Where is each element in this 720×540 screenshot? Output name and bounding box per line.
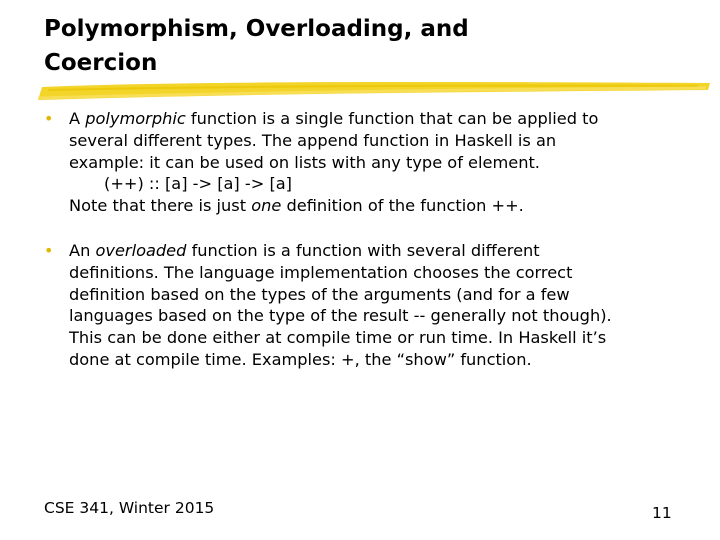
bullet-body <box>69 240 694 371</box>
bullet-line: done at compile time. Examples: +, the “show” function. <box>69 349 532 369</box>
bullet-line: definitions. The language implementation chooses the correct <box>69 262 573 282</box>
bullet-line <box>69 195 694 217</box>
title-line-1: Polymorphism, Overloading, and <box>44 16 469 42</box>
line-text: A <box>69 109 86 128</box>
page-number: 11 <box>652 504 672 522</box>
bullet-line: several different types. The append function in Haskell is an <box>69 130 557 150</box>
slide-title <box>44 12 684 80</box>
bullet-marker: • <box>44 109 54 128</box>
bullet-line: definition based on the types of the arguments (and for a few <box>69 284 570 304</box>
bullet-line: (++) :: [a] -> [a] -> [a] <box>104 174 292 194</box>
footer-course: CSE 341, Winter 2015 <box>44 499 215 517</box>
bullet-polymorphic <box>44 108 694 217</box>
title-line-2: Coercion <box>44 50 158 76</box>
emphasis-term: polymorphic <box>85 109 186 128</box>
emphasis-term: overloaded <box>95 241 187 260</box>
bullet-line: languages based on the type of the result -- generally not though). <box>69 306 612 326</box>
line-text: An <box>69 241 96 260</box>
line-text: function is a single function that can be applied to <box>185 109 599 128</box>
line-text: function is a function with several different <box>186 241 540 260</box>
bullet-marker: • <box>44 241 54 260</box>
bullet-line <box>69 240 694 262</box>
title-underline <box>38 78 710 108</box>
bullet-line: example: it can be used on lists with any type of element. <box>69 152 540 172</box>
line-text: definition of the function ++. <box>281 196 524 216</box>
bullet-overloaded <box>44 240 694 371</box>
emphasis-term: one <box>251 196 282 216</box>
bullet-body <box>69 108 694 217</box>
line-text: Note that there is just <box>69 196 252 216</box>
bullet-line <box>69 108 694 130</box>
bullet-line: This can be done either at compile time or run time. In Haskell it’s <box>69 328 607 348</box>
